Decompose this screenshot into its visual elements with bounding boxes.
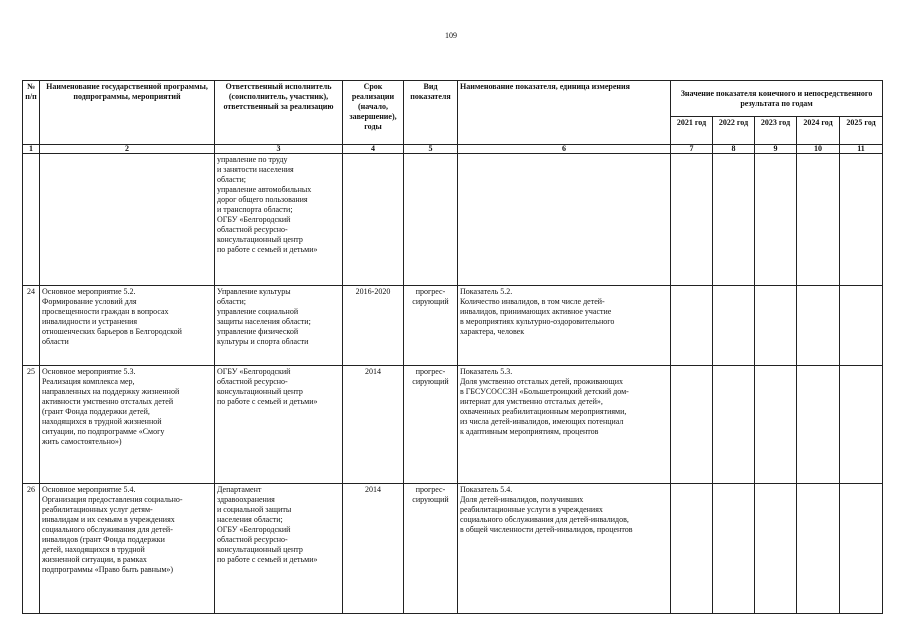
header-year-2022: 2022 год xyxy=(713,117,755,145)
row-number xyxy=(23,154,40,286)
row-period: 2014 xyxy=(343,484,404,614)
row-kind xyxy=(404,154,458,286)
column-number: 7 xyxy=(671,145,713,154)
value-cell xyxy=(797,366,840,484)
header-year-2024: 2024 год xyxy=(797,117,840,145)
row-kind: прогрес- сирующий xyxy=(404,484,458,614)
value-cell xyxy=(840,484,883,614)
table-row xyxy=(23,484,883,614)
value-cell xyxy=(755,154,797,286)
row-indicator xyxy=(458,154,671,286)
row-period: 2016-2020 xyxy=(343,286,404,366)
row-indicator: Показатель 5.2. Количество инвалидов, в том числе детей- инвалидов, принимающих активное участие в мероприятиях культурно-оздоровительного характера, человек xyxy=(458,286,671,366)
row-kind: прогрес- сирующий xyxy=(404,366,458,484)
header-row-top xyxy=(23,81,883,117)
header-year-2025: 2025 год xyxy=(840,117,883,145)
row-executor: ОГБУ «Белгородский областной ресурсно- консультационный центр по работе с семьей и детьми» xyxy=(215,366,343,484)
column-number: 11 xyxy=(840,145,883,154)
row-number: 24 xyxy=(23,286,40,366)
value-cell xyxy=(713,366,755,484)
value-cell xyxy=(755,366,797,484)
column-number: 8 xyxy=(713,145,755,154)
row-executor: Управление культуры области; управление социальной защиты населения области; управление физической культуры и спорта области xyxy=(215,286,343,366)
page-number: 109 xyxy=(445,31,457,40)
row-name: Основное мероприятие 5.3. Реализация комплекса мер, направленных на поддержку жизненной активности умственно отсталых детей (грант Фонда поддержки детей, находящихся в трудной жизненной ситуации, по подпрограмме «Смогу жить самостоятельно») xyxy=(40,366,215,484)
header-col-executor: Ответственный исполнитель (соисполнитель, участник), ответственный за реализацию xyxy=(215,81,343,145)
header-col-indicator: Наименование показателя, единица измерения xyxy=(458,81,671,145)
row-indicator: Показатель 5.4. Доля детей-инвалидов, получивших реабилитационные услуги в учреждениях социального обслуживания для детей-инвалидов, в общей численности детей-инвалидов, процентов xyxy=(458,484,671,614)
value-cell xyxy=(713,484,755,614)
header-col-kind: Вид показателя xyxy=(404,81,458,145)
header-col-period: Срок реализации (начало, завершение), годы xyxy=(343,81,404,145)
header-year-2023: 2023 год xyxy=(755,117,797,145)
table-row xyxy=(23,366,883,484)
row-name: Основное мероприятие 5.2. Формирование условий для просвещенности граждан в вопросах инвалидности и устранения отношенческих барьеров в Белгородской области xyxy=(40,286,215,366)
table-row xyxy=(23,286,883,366)
row-period xyxy=(343,154,404,286)
row-number: 26 xyxy=(23,484,40,614)
column-number: 10 xyxy=(797,145,840,154)
value-cell xyxy=(840,286,883,366)
header-col-values: Значение показателя конечного и непосредственного результата по годам xyxy=(671,81,883,117)
row-executor: Департамент здравоохранения и социальной защиты населения области; ОГБУ «Белгородский областной ресурсно- консультационный центр по работе с семьей и детьми» xyxy=(215,484,343,614)
value-cell xyxy=(671,484,713,614)
row-name xyxy=(40,154,215,286)
value-cell xyxy=(840,366,883,484)
value-cell xyxy=(755,286,797,366)
table-row xyxy=(23,154,883,286)
value-cell xyxy=(840,154,883,286)
value-cell xyxy=(797,286,840,366)
value-cell xyxy=(671,154,713,286)
value-cell xyxy=(671,366,713,484)
row-number: 25 xyxy=(23,366,40,484)
column-number: 3 xyxy=(215,145,343,154)
column-number: 4 xyxy=(343,145,404,154)
row-name: Основное мероприятие 5.4. Организация предоставления социально- реабилитационных услуг детям- инвалидам и их семьям в учреждениях социального обслуживания для детей- инвалидов (грант Фонда поддержки детей, находящихся в трудной жизненной ситуации, в рамках подпрограммы «Право быть равным») xyxy=(40,484,215,614)
value-cell xyxy=(671,286,713,366)
column-number: 6 xyxy=(458,145,671,154)
header-year-2021: 2021 год xyxy=(671,117,713,145)
value-cell xyxy=(713,154,755,286)
row-executor: управление по труду и занятости населения области; управление автомобильных дорог общего пользования и транспорта области; ОГБУ «Белгородский областной ресурсно- консультационный центр по работе с семьей и детьми» xyxy=(215,154,343,286)
value-cell xyxy=(797,484,840,614)
row-period: 2014 xyxy=(343,366,404,484)
column-number-row xyxy=(23,145,883,154)
value-cell xyxy=(713,286,755,366)
value-cell xyxy=(755,484,797,614)
column-number: 5 xyxy=(404,145,458,154)
column-number: 9 xyxy=(755,145,797,154)
program-table xyxy=(22,80,883,614)
value-cell xyxy=(797,154,840,286)
column-number: 2 xyxy=(40,145,215,154)
header-col-num: № п/п xyxy=(23,81,40,145)
column-number: 1 xyxy=(23,145,40,154)
row-indicator: Показатель 5.3. Доля умственно отсталых детей, проживающих в ГБСУСОССЗН «Большетроицкий детский дом- интернат для умственно отсталых детей», охваченных реабилитационным мероприятиями, из числа детей-инвалидов, имеющих потенциал к адаптивным мероприятиям, процентов xyxy=(458,366,671,484)
row-kind: прогрес- сирующий xyxy=(404,286,458,366)
header-col-name: Наименование государственной программы, подпрограммы, мероприятий xyxy=(40,81,215,145)
